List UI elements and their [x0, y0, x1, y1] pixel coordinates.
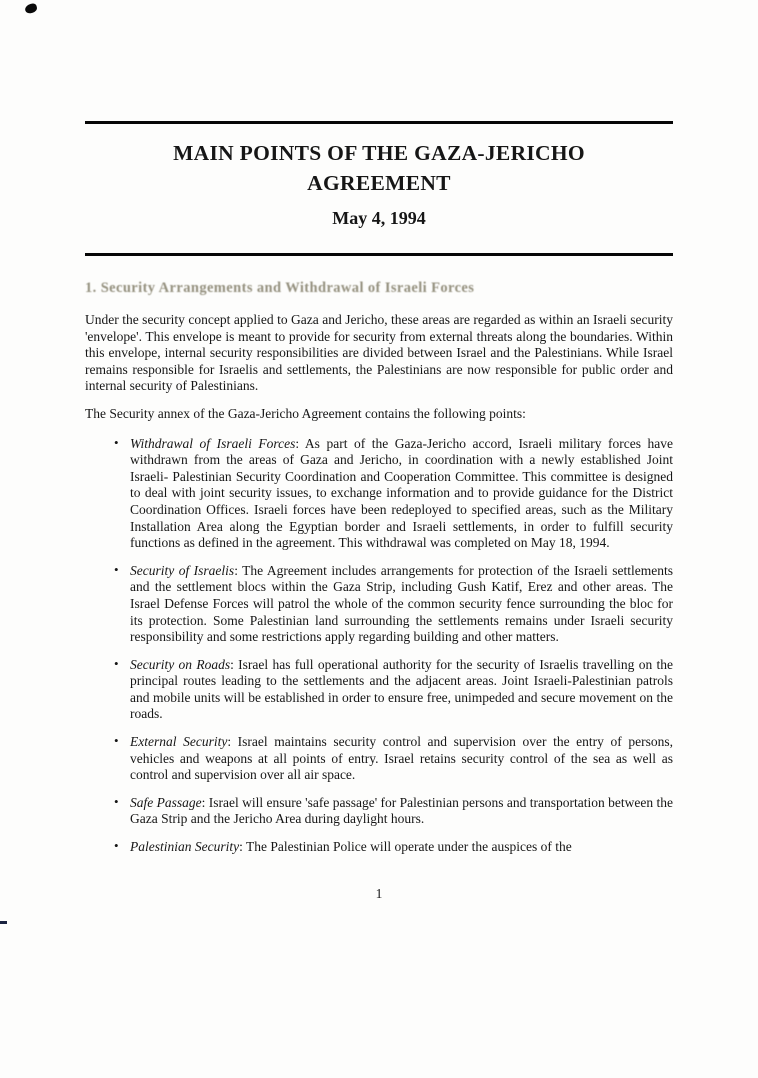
scan-artifact-edge — [0, 921, 7, 924]
bullet-text: : As part of the Gaza-Jericho accord, Israeli military forces have withdrawn from the areas of Gaza and Jericho, in coordination with a newly established Joint Israeli- Palestinian Security Coordination and Cooperation Committee. This committee is designed to deal with joint security issues, to exchange information and to provide guidance for the District Coordination Offices. Israeli forces have been redeployed to specified areas, such as the Military Installation Area along the Egyptian border and Israeli settlements, in order to fulfill security functions as defined in the agreement. This withdrawal was completed on May 18, 1994. — [130, 435, 673, 551]
security-points-list — [85, 436, 673, 856]
bullet-lead: Security on Roads — [130, 656, 231, 672]
bullet-icon: • — [114, 655, 119, 671]
bullet-lead: Withdrawal of Israeli Forces — [130, 435, 296, 451]
intro-paragraph: Under the security concept applied to Gaza and Jericho, these areas are regarded as within an Israeli security 'envelope'. This envelope is meant to provide for security from external threats along the boundaries. Within this envelope, internal security responsibilities are divided between Israel and the Palestinians. While Israel remains responsible for Israelis and settlements, the Palestinians are now responsible for public order and internal security of Palestinians. — [85, 312, 673, 394]
document-title-line1: MAIN POINTS OF THE GAZA-JERICHO — [173, 141, 585, 165]
page-number: 1 — [375, 885, 383, 901]
bullet-text: : The Palestinian Police will operate under the auspices of the — [239, 839, 572, 855]
section-heading: 1. Security Arrangements and Withdrawal of Israeli Forces — [85, 280, 475, 296]
document-title — [85, 138, 673, 198]
bullet-icon: • — [114, 838, 119, 854]
bullet-text: : Israel maintains security control and supervision over the entry of persons, vehicles and weapons at all points of entry. Israel retains security control of the sea as well as control and supervision over all air space. — [130, 734, 673, 783]
bullet-text: : The Agreement includes arrangements for protection of the Israeli settlements and the settlement blocs within the Gaza Strip, including Gush Katif, Erez and other areas. The Israel Defense Forces will patrol the whole of the common security fence surrounding the bloc for its protection. Some Palestinian land surrounding the settlements remains under Israeli security responsibility and some restrictions apply regarding building and other matters. — [130, 562, 674, 645]
bullet-lead: Palestinian Security — [130, 839, 240, 855]
bullet-icon: • — [114, 561, 119, 577]
bullet-lead: Security of Israelis — [130, 562, 235, 578]
document-title-line2: AGREEMENT — [307, 171, 451, 195]
list-item-external-security — [85, 734, 673, 784]
list-item-withdrawal — [85, 436, 673, 552]
list-item-palestinian-security — [85, 839, 673, 856]
annex-paragraph: The Security annex of the Gaza-Jericho Agreement contains the following points: — [85, 405, 526, 421]
bullet-text: : Israel has full operational authority for the security of Israelis travelling on the principal routes leading to the settlements and the adjacent areas. Joint Israeli-Palestinian patrols and mobile units will be established in order to ensure free, unimpeded and secure movement on the roads. — [130, 656, 674, 722]
bullet-lead: External Security — [130, 734, 228, 750]
bullet-text: : Israel will ensure 'safe passage' for Palestinian persons and transportation between the Gaza Strip and the Jericho Area during daylight hours. — [130, 794, 673, 827]
document-page — [85, 0, 673, 902]
document-date: May 4, 1994 — [332, 208, 426, 228]
scan-artifact-corner — [24, 3, 38, 15]
bullet-lead: Safe Passage — [130, 794, 202, 810]
list-item-security-of-israelis — [85, 563, 673, 646]
list-item-safe-passage — [85, 795, 673, 828]
list-item-security-on-roads — [85, 657, 673, 723]
top-horizontal-rule — [85, 121, 673, 124]
bullet-icon: • — [114, 733, 119, 749]
bullet-icon: • — [114, 434, 119, 450]
bullet-icon: • — [114, 793, 119, 809]
bottom-horizontal-rule — [85, 253, 673, 256]
